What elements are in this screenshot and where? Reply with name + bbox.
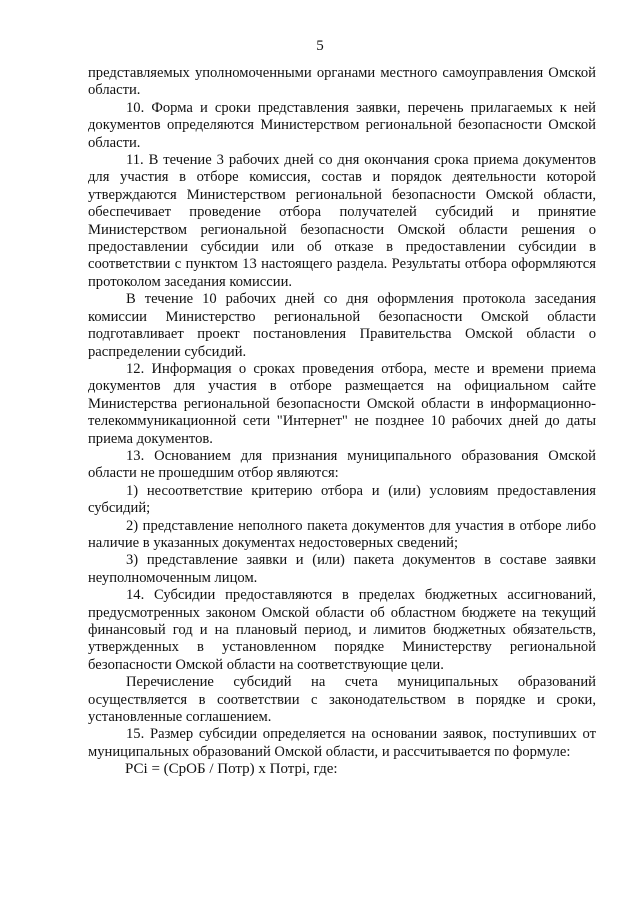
paragraph-item-10: 10. Форма и сроки представления заявки, перечень прилагаемых к ней документов определяются Министерством региональной безопасности Омской области. <box>88 99 596 151</box>
paragraph-continuation: представляемых уполномоченными органами местного самоуправления Омской области. <box>88 65 596 99</box>
document-body <box>88 65 596 779</box>
paragraph-item-15: 15. Размер субсидии определяется на основании заявок, поступивших от муниципальных образований Омской области, и рассчитывается по формуле: <box>88 726 596 760</box>
list-item-13-2: 2) представление неполного пакета документов для участия в отборе либо наличие в указанных документах недостоверных сведений; <box>88 517 596 551</box>
list-item-13-3: 3) представление заявки и (или) пакета документов в составе заявки неуполномоченным лицом. <box>88 552 596 586</box>
paragraph-item-13: 13. Основанием для признания муниципального образования Омской области не прошедшим отбор являются: <box>88 447 596 482</box>
paragraph-item-14-continued: Перечисление субсидий на счета муниципальных образований осуществляется в соответствии с законодательством в порядке и сроки, установленные соглашением. <box>88 674 596 726</box>
page-number: 5 <box>316 38 324 54</box>
paragraph-item-11-continued: В течение 10 рабочих дней со дня оформления протокола заседания комиссии Министерство региональной безопасности Омской области подготавливает проект постановления Правительства Омской области о распределении субсидий. <box>88 291 596 360</box>
paragraph-item-11: 11. В течение 3 рабочих дней со дня окончания срока приема документов для участия в отборе комиссия, состав и порядок деятельности которой утверждаются Министерством региональной безопасности Омской области, обеспечивает проведение отбора получателей субсидий и принятие Министерством региональной безопасности Омской области решения о предоставлении субсидии или об отказе в предоставлении субсидии в соответствии с пунктом 13 настоящего раздела. Результаты отбора оформляются протоколом заседания комиссии. <box>88 152 596 290</box>
subsidy-formula: РСi = (СрОБ / Потр) x Потрi, где: <box>125 761 338 778</box>
paragraph-item-14: 14. Субсидии предоставляются в пределах бюджетных ассигнований, предусмотренных законом Омской области об областном бюджете на текущий финансовый год и на плановый период, и лимитов бюджетных обязательств, утвержденных в установленном порядке Министерству региональной безопасности Омской области на соответствующие цели. <box>88 587 596 673</box>
paragraph-item-12: 12. Информация о сроках проведения отбора, месте и времени приема документов для участия в отборе размещается на официальном сайте Министерства региональной безопасности Омской области в информационно-телекоммуникационной сети "Интернет" не позднее 10 рабочих дней до даты приема документов. <box>88 360 596 447</box>
list-item-13-1: 1) несоответствие критерию отбора и (или) условиям предоставления субсидий; <box>88 482 596 517</box>
